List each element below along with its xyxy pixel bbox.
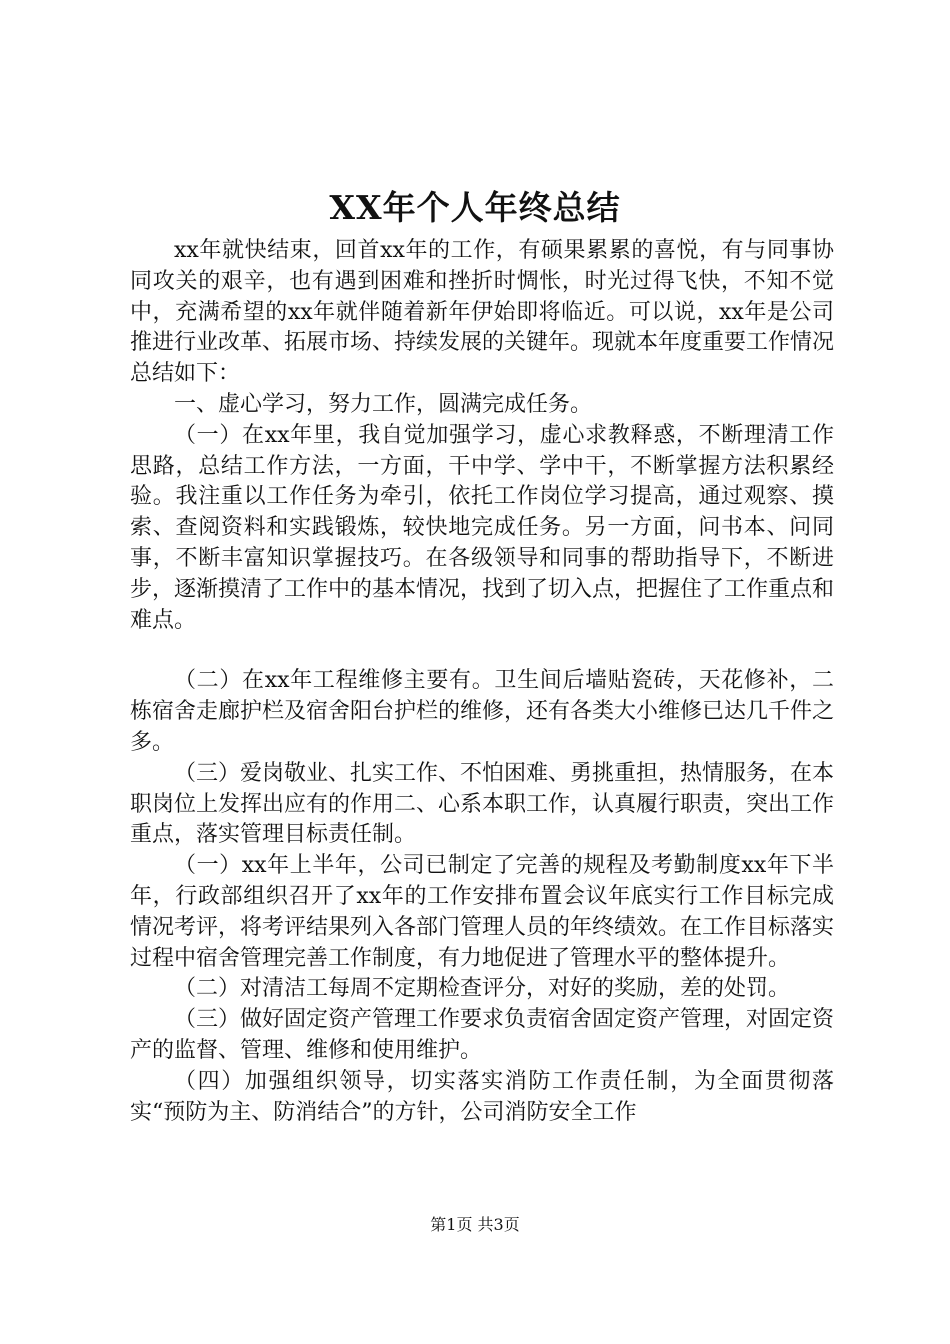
paragraph-2-4: （四）加强组织领导，切实落实消防工作责任制，为全面贯彻落实“预防为主、防消结合”的方针，公司消防安全工作 — [130, 1068, 834, 1125]
paragraph-2-3: （三）做好固定资产管理工作要求负责宿舍固定资产管理，对固定资产的监督、管理、维修和使用维护。 — [130, 1007, 835, 1063]
document-body — [130, 236, 834, 1128]
paragraph-2-1: （一）xx年上半年，公司已制定了完善的规程及考勤制度xx年下半年，行政部组织召开了xx年的工作安排布置会议年底实行工作目标完成情况考评，将考评结果列入各部门管理人员的年终绩效。在工作目标落实过程中宿舍管理完善工作制度，有力地促进了管理水平的整体提升。 — [130, 853, 835, 971]
paragraph-1-2: （二）在xx年工程维修主要有。卫生间后墙贴瓷砖，天花修补，二栋宿舍走廊护栏及宿舍阳台护栏的维修，还有各类大小维修已达几千件之多。 — [130, 668, 835, 755]
paragraph-intro: xx年就快结束，回首xx年的工作，有硕果累累的喜悦，有与同事协同攻关的艰辛，也有遇到困难和挫折时惆怅，时光过得飞快，不知不觉中，充满希望的xx年就伴随着新年伊始即将临近。可以说，xx年是公司推进行业改革、拓展市场、持续发展的关键年。现就本年度重要工作情况总结如下： — [130, 238, 835, 387]
paragraph-1-3: （三）爱岗敬业、扎实工作、不怕困难、勇挑重担，热情服务，在本职岗位上发挥出应有的作用二、心系本职工作，认真履行职责，突出工作重点，落实管理目标责任制。 — [130, 760, 835, 848]
page-footer: 第1页 共3页 — [430, 1215, 520, 1234]
paragraph-1-1: （一）在xx年里，我自觉加强学习，虚心求教释惑，不断理清工作思路，总结工作方法，一方面，干中学、学中干，不断掌握方法积累经验。我注重以工作任务为牵引，依托工作岗位学习提高，通过观察、摸索、查阅资料和实践锻炼，较快地完成任务。另一方面，问书本、问同事，不断丰富知识掌握技巧。在各级领导和同事的帮助指导下，不断进步，逐渐摸清了工作中的基本情况，找到了切入点，把握住了工作重点和难点。 — [130, 422, 835, 633]
document-title: XX年个人年终总结 — [329, 188, 621, 227]
section-heading-1: 一、虚心学习，努力工作，圆满完成任务。 — [174, 391, 593, 417]
paragraph-2-2: （二）对清洁工每周不定期检查评分，对好的奖励，差的处罚。 — [174, 976, 791, 1002]
